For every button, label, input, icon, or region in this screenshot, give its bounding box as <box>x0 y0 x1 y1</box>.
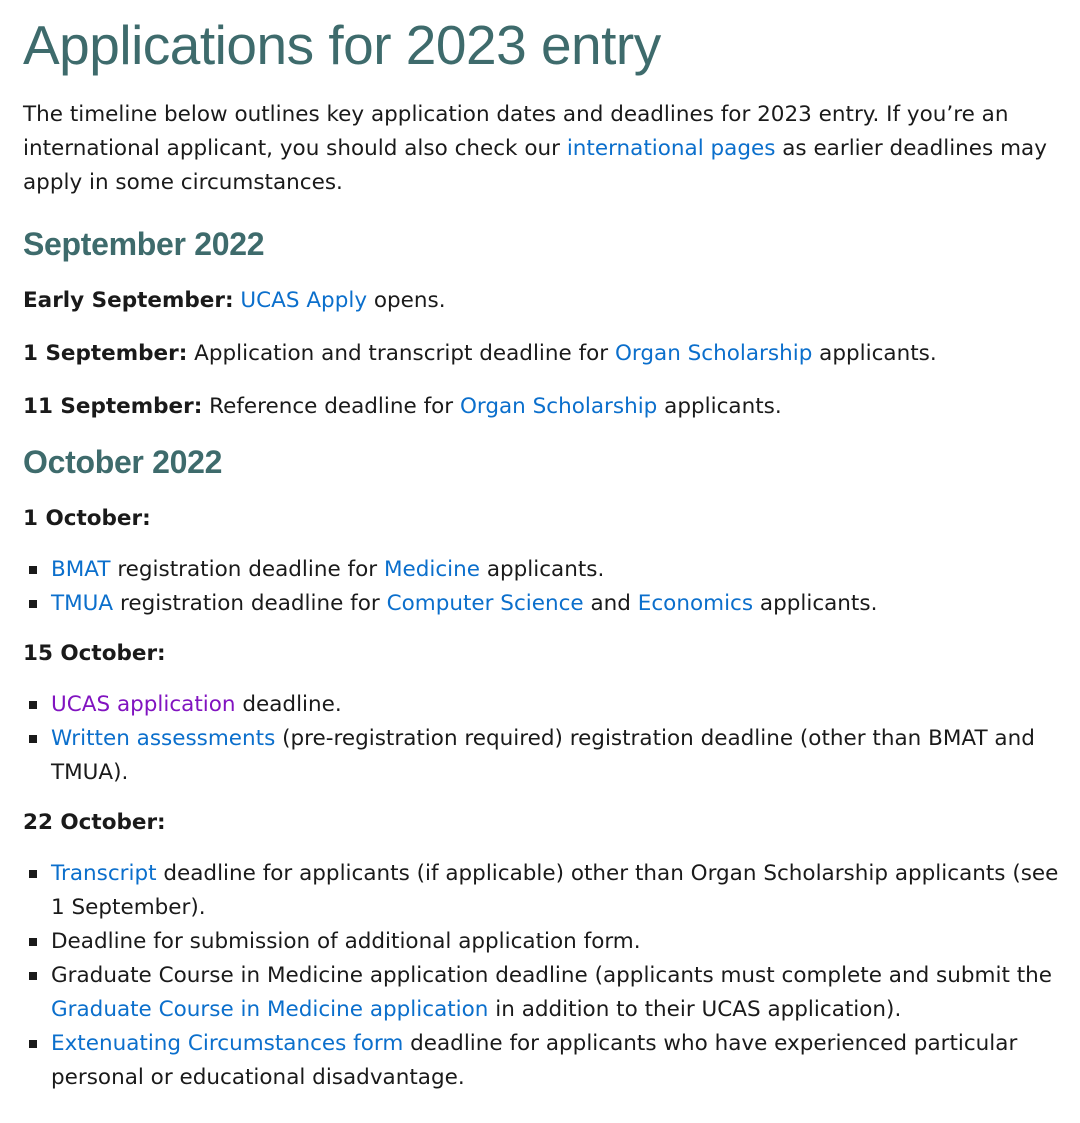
item-text: deadline. <box>235 692 342 717</box>
entry-date: 1 October: <box>23 506 151 531</box>
item-text: in addition to their UCAS application). <box>488 997 902 1022</box>
entry-text: Application and transcript deadline for <box>187 341 615 366</box>
section-heading-september: September 2022 <box>23 226 265 262</box>
item-text: Graduate Course in Medicine application deadline (applicants must complete and submit the <box>51 963 1052 988</box>
entry-date: 11 September: <box>23 394 203 419</box>
international-pages-link[interactable]: international pages <box>566 136 776 161</box>
economics-link[interactable]: Economics <box>637 591 754 616</box>
item-text: Deadline for submission of additional application form. <box>51 929 641 954</box>
graduate-course-medicine-application-link[interactable]: Graduate Course in Medicine application <box>51 997 489 1022</box>
written-assessments-link[interactable]: Written assessments <box>51 726 276 751</box>
entry-date: Early September: <box>23 288 234 313</box>
extenuating-circumstances-form-link[interactable]: Extenuating Circumstances form <box>51 1031 404 1056</box>
medicine-link[interactable]: Medicine <box>383 557 480 582</box>
item-text: applicants. <box>479 557 605 582</box>
list-item <box>23 553 1063 587</box>
item-text: and <box>583 591 638 616</box>
section-heading-october: October 2022 <box>23 444 223 480</box>
day-label-1-october <box>23 502 1063 536</box>
item-text: registration deadline for <box>113 591 387 616</box>
list-15-october <box>23 688 1063 790</box>
list-item <box>23 1027 1063 1095</box>
entry-date: 22 October: <box>23 810 166 835</box>
day-label-15-october <box>23 637 1063 671</box>
list-item <box>23 587 1063 621</box>
ucas-apply-link[interactable]: UCAS Apply <box>240 288 368 313</box>
intro-text-before: The timeline below outlines key application dates and deadlines for 2023 entry. If you’re an international applicant, you should also check our <box>23 102 1009 161</box>
day-label-22-october <box>23 806 1063 840</box>
item-text: deadline for applicants who have experienced particular personal or educational disadvantage. <box>51 1031 1018 1090</box>
list-item <box>23 925 1063 959</box>
entry-text: opens. <box>367 288 446 313</box>
tmua-link[interactable]: TMUA <box>51 591 114 616</box>
entry-date: 1 September: <box>23 341 188 366</box>
item-text: registration deadline for <box>110 557 384 582</box>
entry-date: 15 October: <box>23 641 166 666</box>
entry-text: applicants. <box>657 394 782 419</box>
list-item <box>23 857 1063 925</box>
item-text: deadline for applicants (if applicable) other than Organ Scholarship applicants (see 1 September). <box>51 861 1059 920</box>
entry-early-september <box>23 284 1063 318</box>
transcript-link[interactable]: Transcript <box>51 861 157 886</box>
computer-science-link[interactable]: Computer Science <box>386 591 584 616</box>
intro-text-after: as earlier deadlines may apply in some circumstances. <box>23 136 1047 195</box>
entry-text: Reference deadline for <box>202 394 460 419</box>
entry-text: applicants. <box>812 341 937 366</box>
organ-scholarship-link[interactable]: Organ Scholarship <box>614 341 813 366</box>
bmat-link[interactable]: BMAT <box>51 557 111 582</box>
list-1-october <box>23 553 1063 621</box>
item-text: applicants. <box>753 591 878 616</box>
ucas-application-link[interactable]: UCAS application <box>51 692 236 717</box>
entry-1-september <box>23 337 1063 371</box>
list-item <box>23 959 1063 1027</box>
entry-11-september <box>23 390 1063 424</box>
list-22-october <box>23 857 1063 1095</box>
page-title: Applications for 2023 entry <box>23 14 661 76</box>
organ-scholarship-link[interactable]: Organ Scholarship <box>459 394 658 419</box>
intro-paragraph <box>23 98 1063 200</box>
list-item <box>23 722 1063 790</box>
item-text: (pre-registration required) registration deadline (other than BMAT and TMUA). <box>51 726 1035 785</box>
list-item <box>23 688 1063 722</box>
